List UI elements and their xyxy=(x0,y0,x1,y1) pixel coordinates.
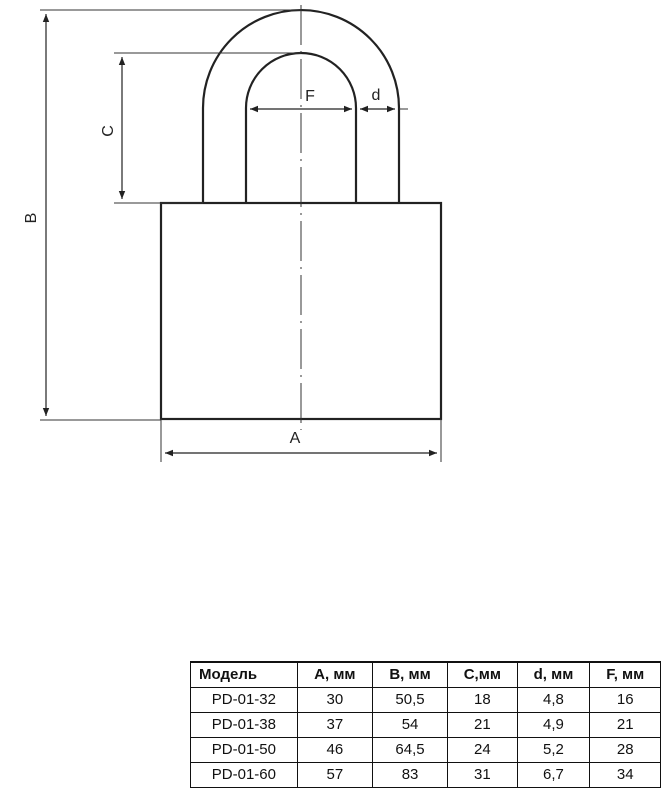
cell-d: 4,8 xyxy=(517,688,590,713)
label-b: B xyxy=(23,212,40,224)
cell-b: 64,5 xyxy=(372,738,447,763)
label-f: F xyxy=(305,88,315,105)
cell-c: 31 xyxy=(448,763,517,788)
cell-a: 46 xyxy=(297,738,372,763)
table-header-row xyxy=(191,662,661,688)
cell-model: PD-01-50 xyxy=(191,738,298,763)
cell-b: 83 xyxy=(372,763,447,788)
cell-c: 18 xyxy=(448,688,517,713)
cell-d: 5,2 xyxy=(517,738,590,763)
dimension-d xyxy=(360,87,408,109)
cell-model: PD-01-38 xyxy=(191,713,298,738)
cell-f: 28 xyxy=(590,738,661,763)
cell-a: 57 xyxy=(297,763,372,788)
label-c: C xyxy=(100,125,117,137)
cell-c: 21 xyxy=(448,713,517,738)
header-b: B, мм xyxy=(372,662,447,688)
cell-model: PD-01-32 xyxy=(191,688,298,713)
cell-d: 6,7 xyxy=(517,763,590,788)
spec-table xyxy=(190,661,661,788)
table-row xyxy=(191,713,661,738)
dimension-c xyxy=(100,53,301,203)
cell-f: 21 xyxy=(590,713,661,738)
table-row xyxy=(191,738,661,763)
cell-c: 24 xyxy=(448,738,517,763)
cell-b: 50,5 xyxy=(372,688,447,713)
cell-f: 34 xyxy=(590,763,661,788)
cell-a: 30 xyxy=(297,688,372,713)
cell-model: PD-01-60 xyxy=(191,763,298,788)
cell-f: 16 xyxy=(590,688,661,713)
table-row xyxy=(191,763,661,788)
header-c: C,мм xyxy=(448,662,517,688)
dimension-a xyxy=(161,419,441,462)
cell-a: 37 xyxy=(297,713,372,738)
header-model: Модель xyxy=(191,662,298,688)
header-d: d, мм xyxy=(517,662,590,688)
header-a: A, мм xyxy=(297,662,372,688)
header-f: F, мм xyxy=(590,662,661,688)
table-row xyxy=(191,688,661,713)
label-d: d xyxy=(371,87,381,104)
label-a: A xyxy=(289,430,301,447)
cell-b: 54 xyxy=(372,713,447,738)
cell-d: 4,9 xyxy=(517,713,590,738)
